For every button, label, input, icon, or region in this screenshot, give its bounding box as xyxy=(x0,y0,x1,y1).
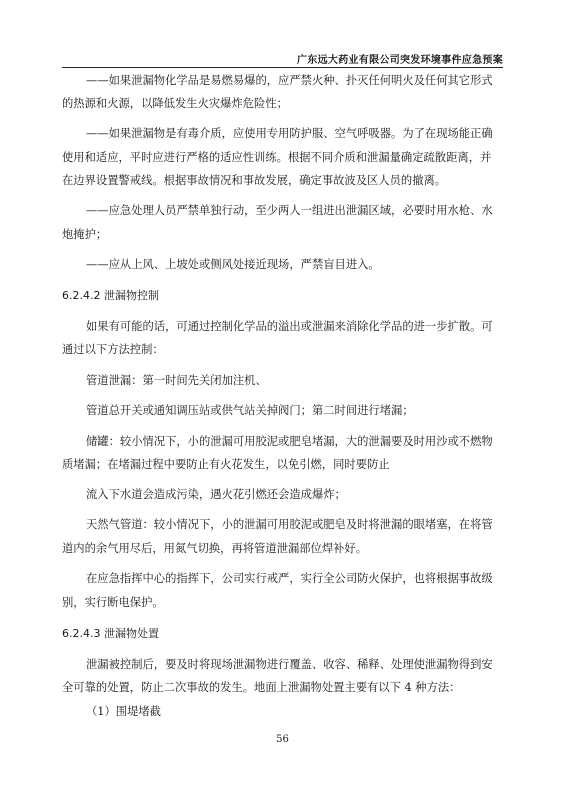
document-header: 广东远大药业有限公司突发环境事件应急预案 xyxy=(297,55,503,66)
paragraph-line: 如果有可能的话，可通过控制化学品的溢出或泄漏来消除化学品的进一步扩散。可 xyxy=(86,320,493,333)
paragraph-line: 泄漏被控制后，要及时将现场泄漏物进行覆盖、收容、稀释、处理使泄漏物得到安 xyxy=(86,658,493,671)
paragraph-line: 天然气管道：较小情况下，小的泄漏可用胶泥或肥皂及时将泄漏的眼堵塞，在将管 xyxy=(86,518,493,531)
paragraph-line: 别，实行断电保护。 xyxy=(62,596,164,609)
paragraph-line: 管道泄漏：第一时间先关闭加注机、 xyxy=(86,374,267,387)
paragraph-line: 流入下水道会造成污染，遇火花引燃还会造成爆炸； xyxy=(86,488,346,501)
header-divider xyxy=(62,67,503,68)
section-heading: 6.2.4.2 泄漏物控制 xyxy=(62,289,159,302)
paragraph-line: ——如果泄漏物化学品是易燃易爆的，应严禁火种、扑灭任何明火及任何其它形式 xyxy=(86,74,493,87)
paragraph-line: 使用和适应，平时应进行严格的适应性训练。根据不同介质和泄漏量确定疏散距离，并 xyxy=(62,151,492,164)
list-item-heading: （1）围堤堵截 xyxy=(86,705,161,718)
paragraph-line: 储罐：较小情况下，小的泄漏可用胶泥或肥皂堵漏，大的泄漏要及时用沙或不燃物 xyxy=(86,435,493,448)
paragraph-line: ——如果泄漏物是有毒介质，应使用专用防护服、空气呼吸器。为了在现场能正确 xyxy=(86,127,493,140)
paragraph-line: 管道总开关或通知调压站或供气站关掉阀门；第二时间进行堵漏； xyxy=(86,404,414,417)
page-number: 56 xyxy=(276,734,289,745)
paragraph-line: 全可靠的处置，防止二次事故的发生。地面上泄漏物处置主要有以下 4 种方法： xyxy=(62,681,461,694)
paragraph-line: 质堵漏；在堵漏过程中要防止有火花发生，以免引燃，同时要防止 xyxy=(62,458,390,471)
paragraph-line: 道内的余气用尽后，用氮气切换，再将管道泄漏部位焊补好。 xyxy=(62,542,368,555)
paragraph-line: ——应从上风、上坡处或侧风处接近现场，严禁盲目进入。 xyxy=(86,258,380,271)
paragraph-line: 在应急指挥中心的指挥下，公司实行戒严，实行全公司防火保护，也将根据事故级 xyxy=(86,572,493,585)
section-heading: 6.2.4.3 泄漏物处置 xyxy=(62,627,159,640)
paragraph-line: 通过以下方法控制： xyxy=(62,343,164,356)
paragraph-line: 在边界设置警戒线。根据事故情况和事故发展，确定事故波及区人员的撤离。 xyxy=(62,174,447,187)
paragraph-line: ——应急处理人员严禁单独行动，至少两人一组进出泄漏区域，必要时用水枪、水 xyxy=(86,204,493,217)
paragraph-line: 炮掩护； xyxy=(62,228,108,241)
paragraph-line: 的热源和火源，以降低发生火灾爆炸危险性； xyxy=(62,97,288,110)
